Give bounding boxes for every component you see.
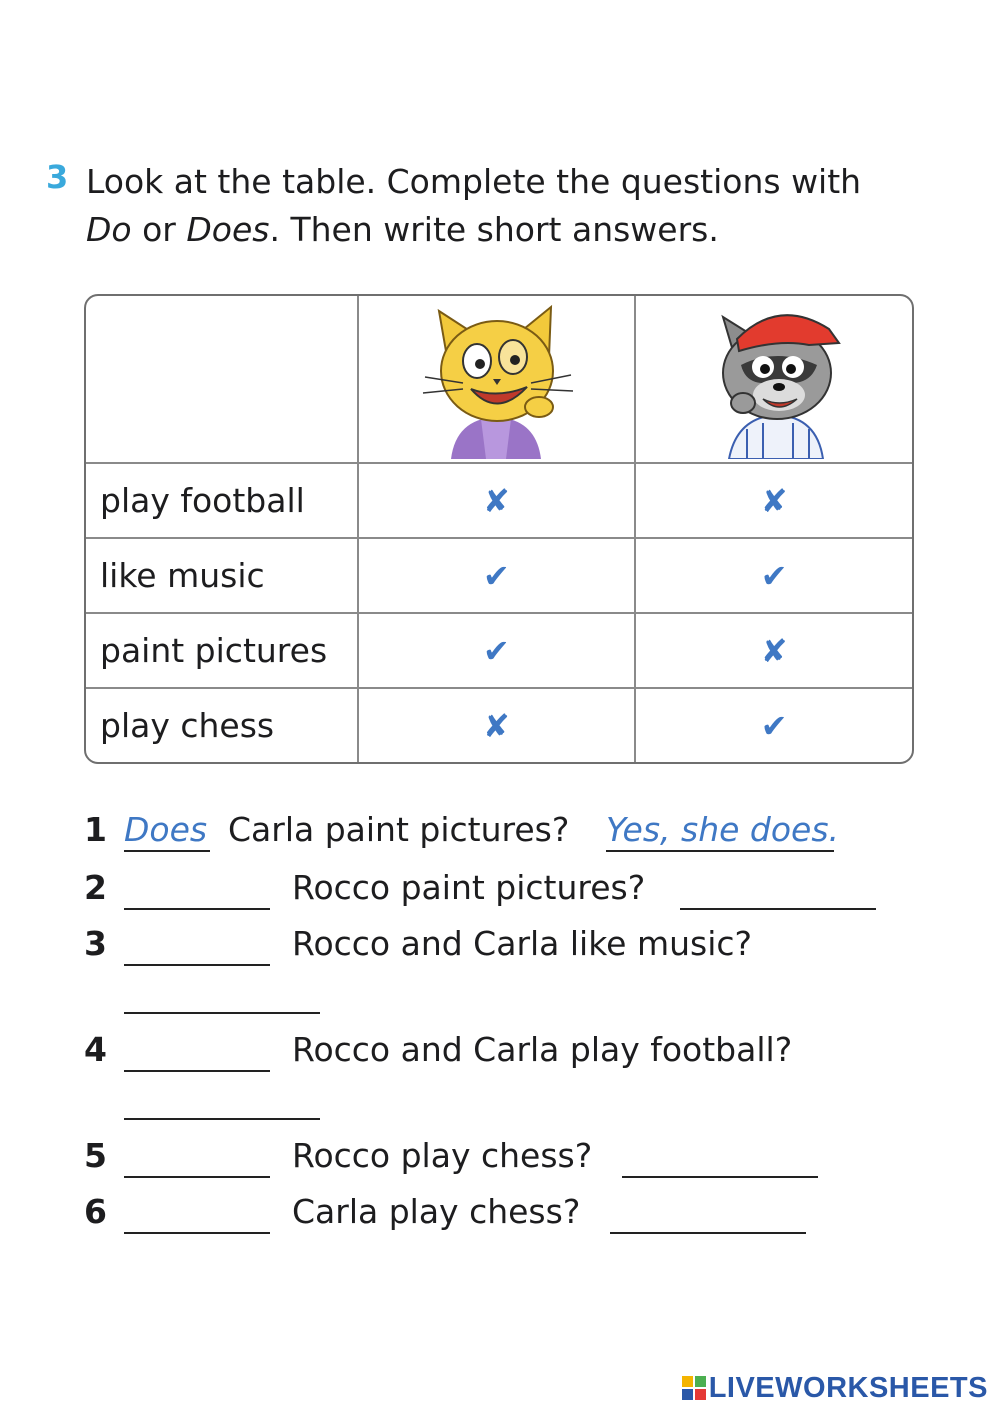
instruction-part1: Look at the table. Complete the questions with	[86, 162, 862, 201]
activity-label: play football	[86, 464, 359, 539]
question-number: 6	[84, 1192, 107, 1231]
table-row	[86, 539, 912, 614]
verb-blank[interactable]: Does	[124, 810, 210, 852]
rocco-mark	[636, 464, 912, 539]
check-mark-icon: ✔	[482, 632, 510, 670]
instruction-part2: . Then write short answers.	[269, 210, 719, 249]
activity-table	[84, 294, 914, 764]
activity-label: like music	[86, 539, 359, 614]
instruction-text	[86, 158, 946, 254]
verb-blank[interactable]	[124, 868, 270, 910]
answer-blank[interactable]: Yes, she does.	[606, 810, 834, 852]
question-text: Rocco and Carla like music?	[292, 924, 753, 963]
table-row	[86, 614, 912, 689]
question-number: 5	[84, 1136, 107, 1175]
question-text: Rocco and Carla play football?	[292, 1030, 793, 1069]
verb-blank[interactable]	[124, 1030, 270, 1072]
question-text: Rocco play chess?	[292, 1136, 593, 1175]
verb-blank[interactable]	[124, 1136, 270, 1178]
check-mark-icon: ✔	[482, 557, 510, 595]
answer-blank[interactable]	[610, 1192, 806, 1234]
empty-header-cell	[86, 296, 359, 464]
cross-mark-icon: ✘	[760, 482, 788, 520]
table-row	[86, 464, 912, 539]
cross-mark-icon: ✘	[482, 707, 510, 745]
liveworksheets-logo-icon	[682, 1376, 706, 1400]
verb-blank[interactable]	[124, 924, 270, 966]
carla-mark	[359, 614, 637, 689]
verb-blank[interactable]	[124, 1192, 270, 1234]
question-number: 4	[84, 1030, 107, 1069]
activity-label: play chess	[86, 689, 359, 762]
liveworksheets-brand[interactable]	[682, 1372, 988, 1405]
rocco-mark	[636, 614, 912, 689]
or-word: or	[131, 210, 187, 249]
answer-blank[interactable]	[124, 972, 320, 1014]
cross-mark-icon: ✘	[760, 632, 788, 670]
carla-mark	[359, 689, 637, 762]
question-number: 2	[84, 868, 107, 907]
rocco-header-cell	[636, 296, 912, 464]
question-number: 3	[84, 924, 107, 963]
table-header-row	[86, 296, 912, 464]
question-text: Carla paint pictures?	[228, 810, 570, 849]
table-row	[86, 689, 912, 762]
check-mark-icon: ✔	[760, 557, 788, 595]
rocco-mark	[636, 689, 912, 762]
answer-blank[interactable]	[622, 1136, 818, 1178]
carla-mark	[359, 464, 637, 539]
rocco-mark	[636, 539, 912, 614]
brand-name: LIVEWORKSHEETS	[708, 1372, 988, 1404]
do-word: Do	[86, 210, 132, 249]
exercise-number: 3	[46, 158, 69, 196]
carla-mark	[359, 539, 637, 614]
cat-character-icon	[411, 299, 581, 459]
check-mark-icon: ✔	[760, 707, 788, 745]
answer-blank[interactable]	[124, 1078, 320, 1120]
cross-mark-icon: ✘	[482, 482, 510, 520]
carla-header-cell	[359, 296, 637, 464]
question-number: 1	[84, 810, 107, 849]
answer-blank[interactable]	[680, 868, 876, 910]
does-word: Does	[186, 210, 270, 249]
activity-label: paint pictures	[86, 614, 359, 689]
raccoon-character-icon	[689, 299, 859, 459]
question-text: Rocco paint pictures?	[292, 868, 646, 907]
question-text: Carla play chess?	[292, 1192, 581, 1231]
